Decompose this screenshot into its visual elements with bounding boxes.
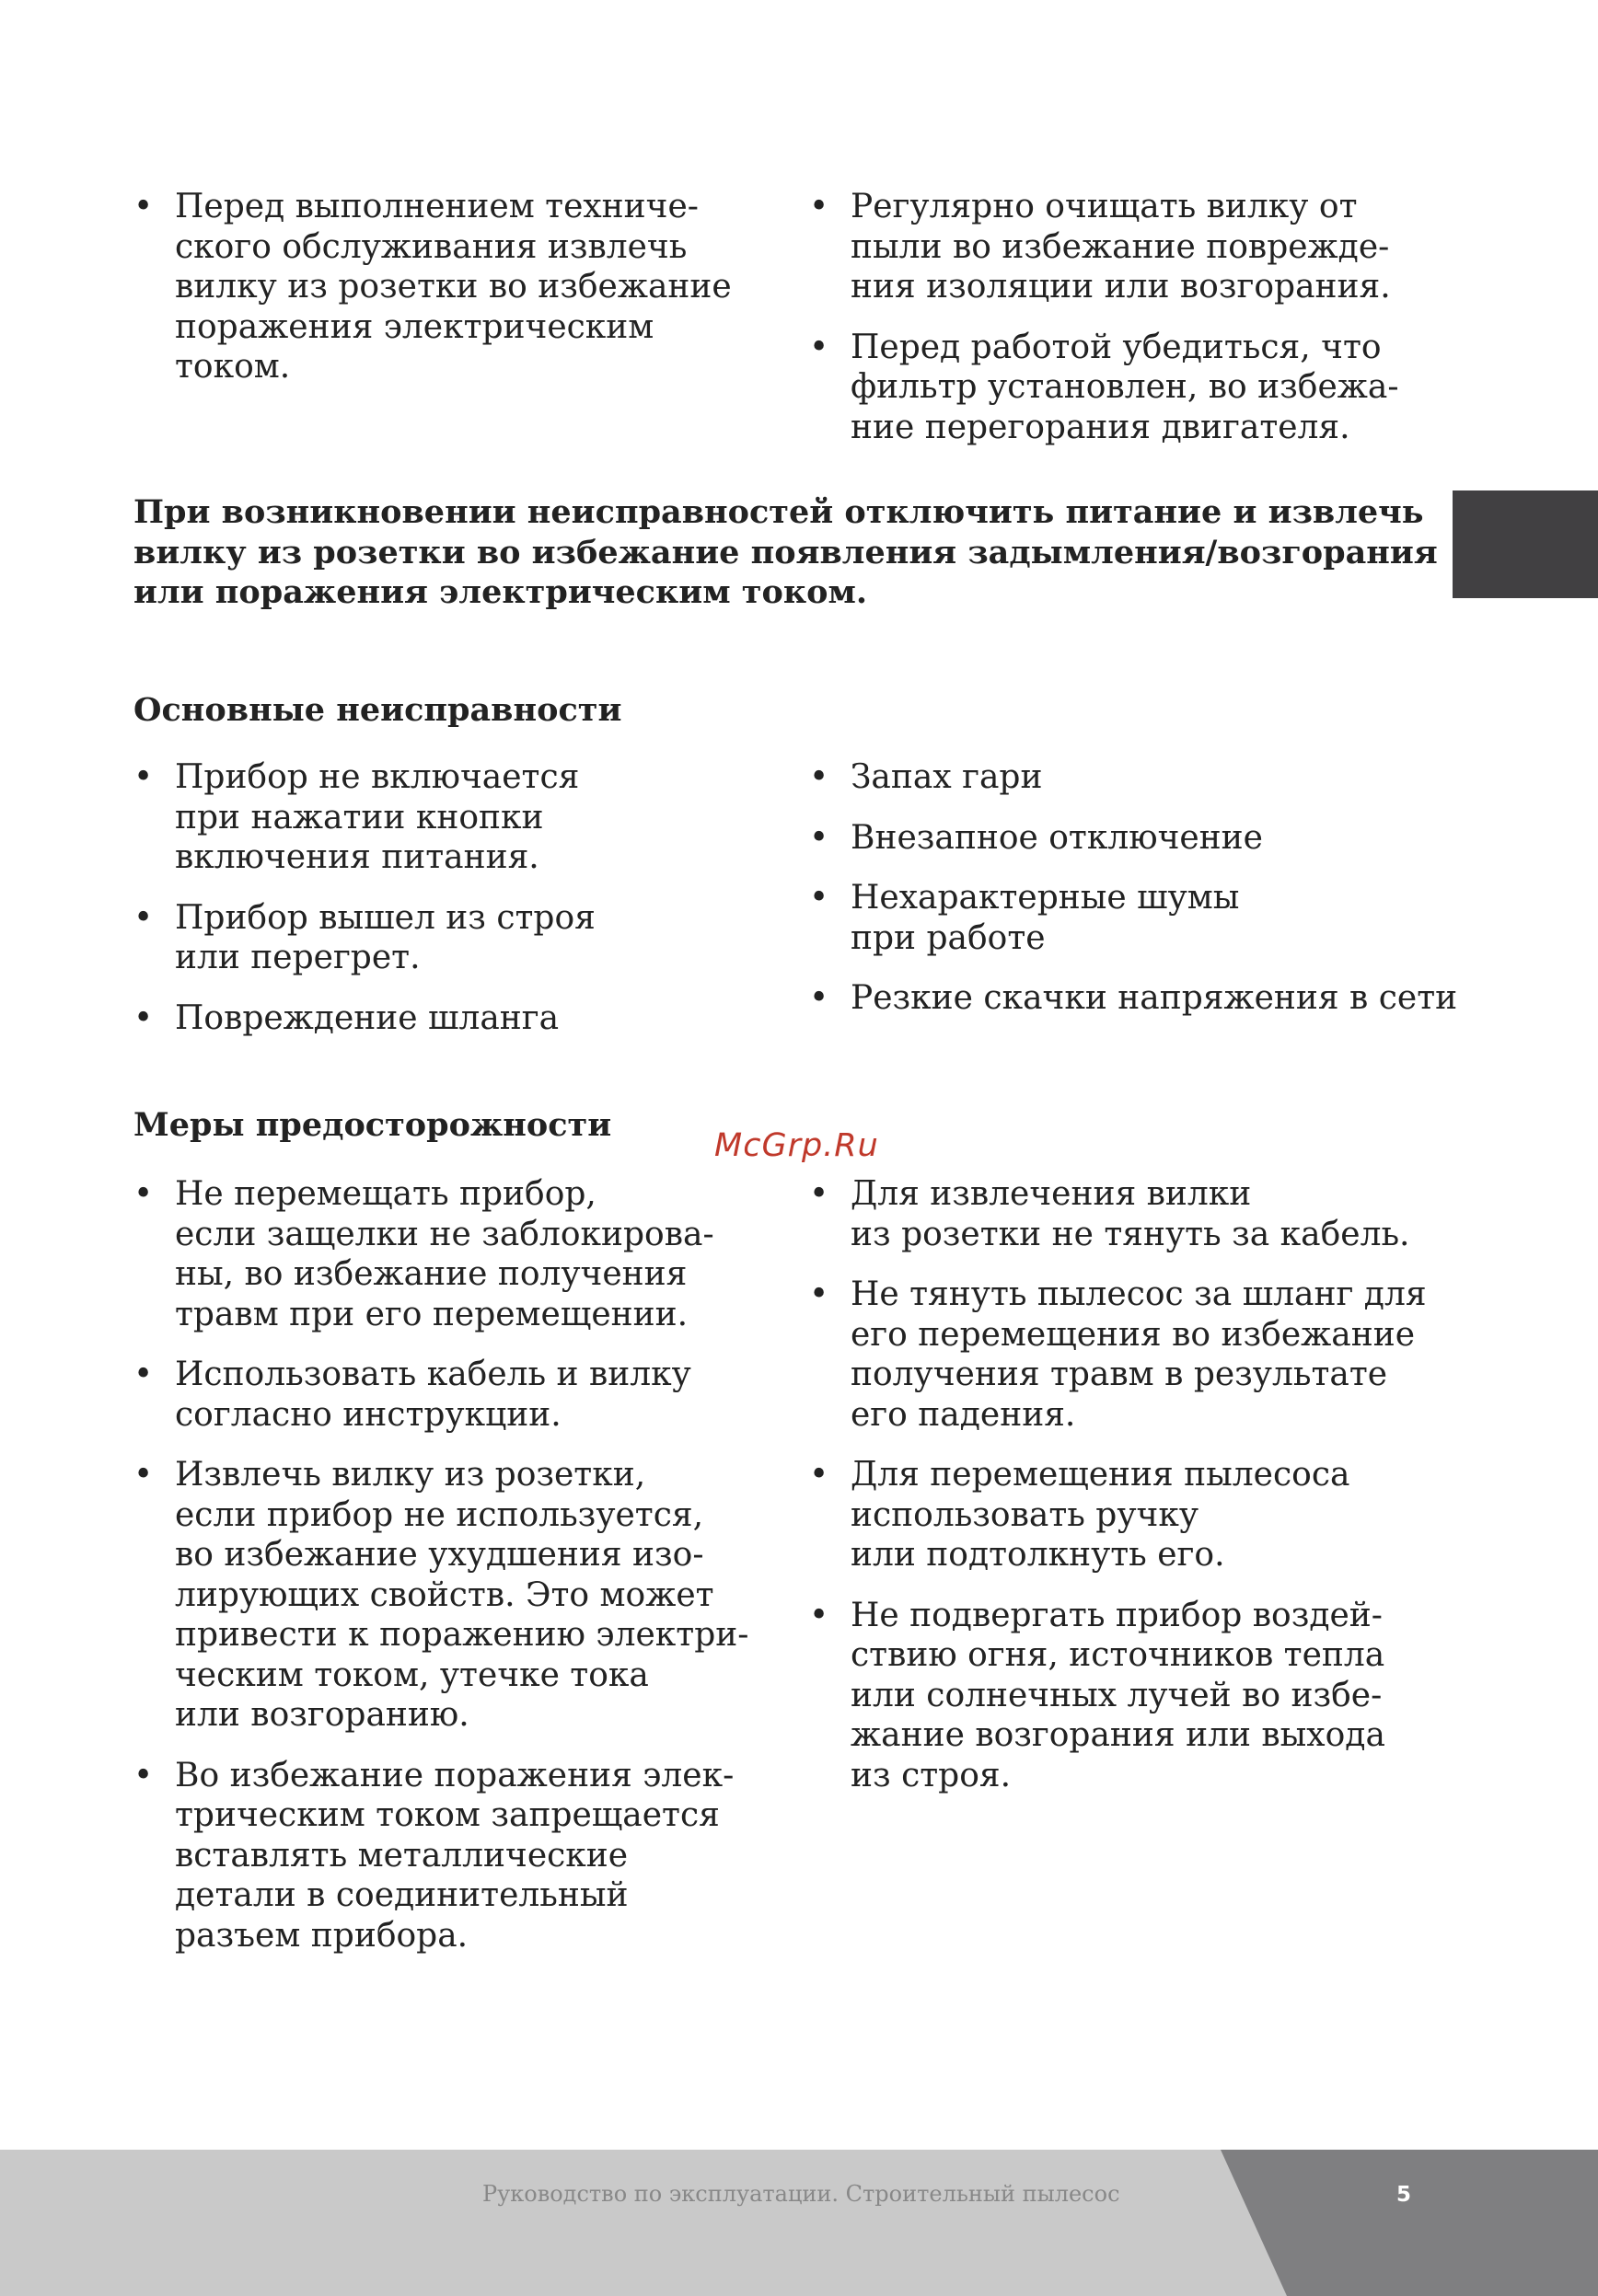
- warning-paragraph: При возникновении неисправностей отключить питание и извлечь вилку из розетки во избежание появления задымления/возгорания или поражения электрическим током.: [133, 493, 1438, 611]
- list-item: • Прибор не включается при нажатии кнопки включения питания.: [133, 757, 759, 878]
- section-tab-marker: [1453, 490, 1598, 598]
- list-item: • Повреждение шланга: [133, 998, 759, 1039]
- top-right-column: [809, 187, 1453, 467]
- watermark-text: McGrp.Ru: [714, 1127, 879, 1164]
- footer-accent-band: [0, 2150, 1598, 2296]
- precautions-left-column: [133, 1174, 769, 1976]
- list-item: • Резкие скачки напряжения в сети: [809, 978, 1472, 1019]
- bullet-list: [133, 1174, 769, 1956]
- bullet-list: [809, 1174, 1463, 1795]
- list-item: • Нехарактерные шумы при работе: [809, 878, 1472, 958]
- list-item: • Использовать кабель и вилку согласно инструкции.: [133, 1355, 769, 1435]
- list-item: • Не перемещать прибор, если защелки не заблокирова- ны, во избежание получения травм при его перемещении.: [133, 1174, 769, 1334]
- list-item: • Не тянуть пылесос за шланг для его перемещения во избежание получения травм в результате его падения.: [809, 1275, 1463, 1435]
- list-item: • Не подвергать прибор воздей- ствию огня, источников тепла или солнечных лучей во избе- жание возгорания или выхода из строя.: [809, 1596, 1463, 1796]
- page-footer: [0, 2150, 1598, 2296]
- bullet-list: [133, 757, 759, 1038]
- malfunctions-right-column: [809, 757, 1472, 1039]
- footer-document-title: Руководство по эксплуатации. Строительный пылесос: [482, 2181, 1120, 2207]
- precautions-right-column: [809, 1174, 1463, 1816]
- bullet-list: [809, 187, 1453, 447]
- list-item: • Извлечь вилку из розетки, если прибор не используется, во избежание ухудшения изо- лирующих свойств. Это может привести к поражению электри- ческим током, утечке тока или возгоранию.: [133, 1455, 769, 1736]
- bullet-list: [809, 757, 1472, 1019]
- precautions-heading: Меры предосторожности: [133, 1106, 612, 1144]
- top-left-column: [133, 187, 759, 408]
- malfunctions-left-column: [133, 757, 759, 1058]
- list-item: • Запах гари: [809, 757, 1472, 798]
- malfunctions-heading: Основные неисправности: [133, 691, 622, 729]
- list-item: • Регулярно очищать вилку от пыли во избежание поврежде- ния изоляции или возгорания.: [809, 187, 1453, 307]
- list-item: • Перед выполнением техниче- ского обслуживания извлечь вилку из розетки во избежание поражения электрическим током.: [133, 187, 759, 387]
- list-item: • Для перемещения пылесоса использовать ручку или подтолкнуть его.: [809, 1455, 1463, 1575]
- page-number: 5: [1396, 2183, 1412, 2207]
- bullet-list: [133, 187, 759, 387]
- list-item: • Во избежание поражения элек- трическим током запрещается вставлять металлические детали в соединительный разъем прибора.: [133, 1756, 769, 1956]
- list-item: • Перед работой убедиться, что фильтр установлен, во избежа- ние перегорания двигателя.: [809, 328, 1453, 448]
- list-item: • Внезапное отключение: [809, 818, 1472, 859]
- list-item: • Прибор вышел из строя или перегрет.: [133, 898, 759, 978]
- list-item: • Для извлечения вилки из розетки не тянуть за кабель.: [809, 1174, 1463, 1254]
